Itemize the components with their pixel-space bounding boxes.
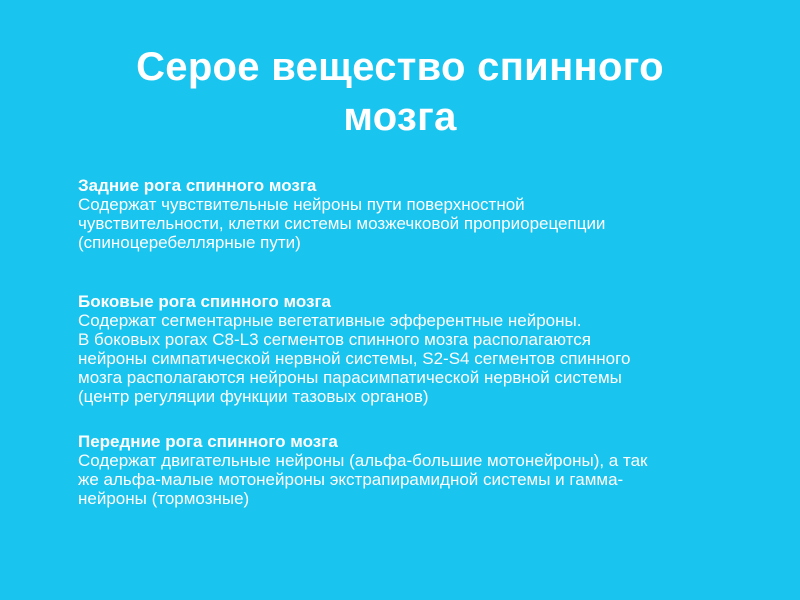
section-text-line: Содержат двигательные нейроны (альфа-большие мотонейроны), а так (78, 451, 648, 470)
section-heading: Боковые рога спинного мозга (78, 292, 331, 311)
slide-title-line: Серое вещество спинного (136, 45, 664, 89)
section-heading: Задние рога спинного мозга (78, 176, 317, 195)
section-text-line: же альфа-малые мотонейроны экстрапирамидной системы и гамма- (78, 470, 624, 489)
section-text-line: мозга располагаются нейроны парасимпатической нервной системы (78, 368, 622, 387)
section-text-line: Содержат чувствительные нейроны пути поверхностной (78, 195, 525, 214)
section-text-line: (центр регуляции функции тазовых органов) (78, 387, 429, 406)
section-text-line: (спиноцеребеллярные пути) (78, 233, 301, 252)
section-posterior-horns (78, 176, 768, 252)
slide-title (0, 42, 800, 142)
section-text-line: В боковых рогах C8-L3 сегментов спинного мозга располагаются (78, 330, 591, 349)
section-lateral-horns (78, 292, 768, 406)
section-text-line: чувствительности, клетки системы мозжечковой проприорецепции (78, 214, 606, 233)
section-anterior-horns (78, 432, 768, 508)
section-text-line: Содержат сегментарные вегетативные эфферентные нейроны. (78, 311, 582, 330)
section-text-line: нейроны симпатической нервной системы, S2-S4 сегментов спинного (78, 349, 631, 368)
section-text-line: нейроны (тормозные) (78, 489, 250, 508)
slide-title-line: мозга (343, 95, 457, 139)
section-heading: Передние рога спинного мозга (78, 432, 338, 451)
